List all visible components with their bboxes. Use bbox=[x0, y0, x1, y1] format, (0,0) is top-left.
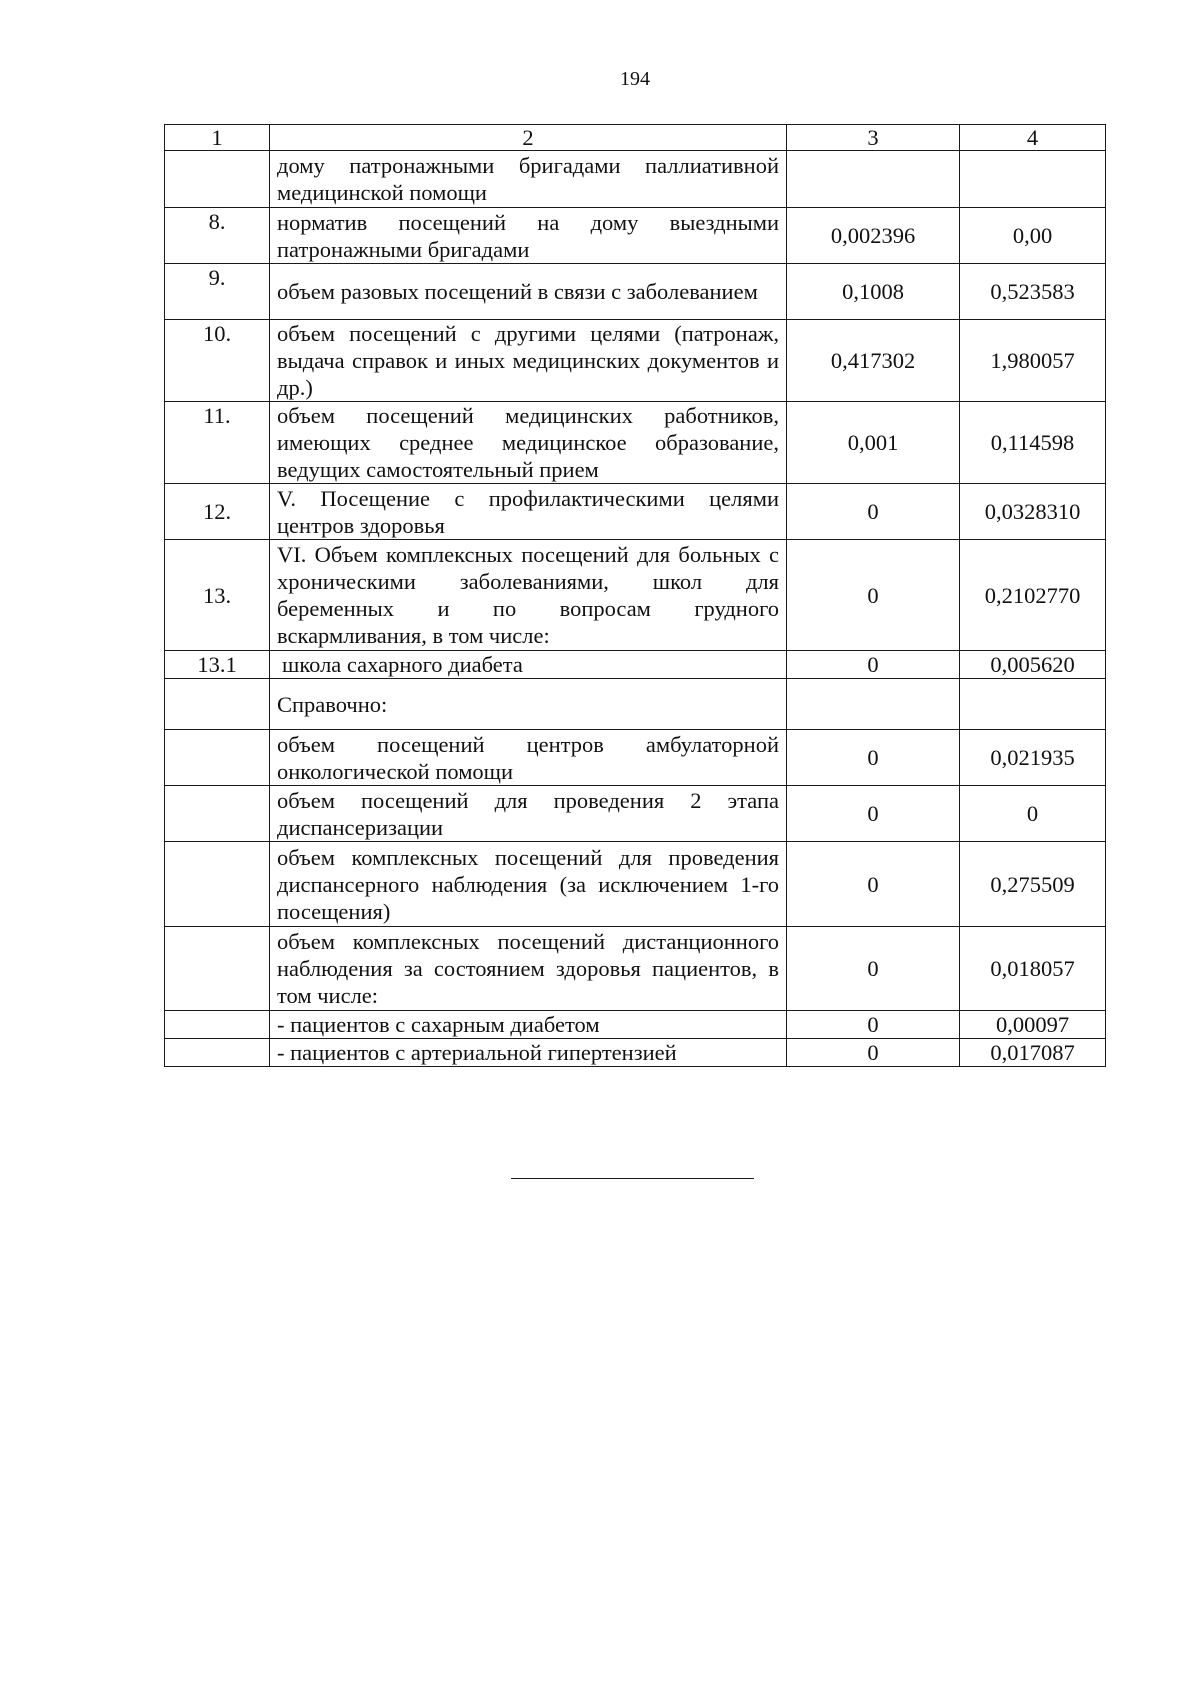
row-description: Справочно: bbox=[270, 679, 787, 730]
row-description: объем комплексных посещений дистанционного наблюдения за состоянием здоровья пациентов, в том числе: bbox=[270, 927, 787, 1011]
table-row bbox=[165, 679, 1106, 730]
row-value-col4 bbox=[960, 151, 1106, 208]
row-number: 12. bbox=[165, 484, 270, 540]
row-value-col3: 0,1008 bbox=[787, 264, 960, 320]
row-value-col3: 0 bbox=[787, 651, 960, 679]
row-number: 8. bbox=[165, 208, 270, 264]
table-row bbox=[165, 927, 1106, 1011]
row-value-col3: 0 bbox=[787, 1039, 960, 1067]
table-row bbox=[165, 484, 1106, 540]
row-value-col4: 0,005620 bbox=[960, 651, 1106, 679]
row-number: 9. bbox=[165, 264, 270, 320]
row-value-col4: 0,021935 bbox=[960, 730, 1106, 786]
row-value-col3: 0 bbox=[787, 786, 960, 842]
row-value-col3 bbox=[787, 679, 960, 730]
row-number: 10. bbox=[165, 320, 270, 402]
table-row bbox=[165, 842, 1106, 927]
row-description: дому патронажными бригадами паллиативной медицинской помощи bbox=[270, 151, 787, 208]
row-value-col3: 0 bbox=[787, 540, 960, 651]
table-row bbox=[165, 540, 1106, 651]
row-description: объем посещений центров амбулаторной онкологической помощи bbox=[270, 730, 787, 786]
row-description: объем комплексных посещений для проведения диспансерного наблюдения (за исключением 1-го посещения) bbox=[270, 842, 787, 927]
row-description: школа сахарного диабета bbox=[270, 651, 787, 679]
row-description: объем разовых посещений в связи с заболеванием bbox=[270, 264, 787, 320]
header-cell-3: 3 bbox=[787, 125, 960, 151]
table-row bbox=[165, 1039, 1106, 1067]
row-description: V. Посещение с профилактическими целями центров здоровья bbox=[270, 484, 787, 540]
table-row bbox=[165, 402, 1106, 484]
row-value-col4: 0,0328310 bbox=[960, 484, 1106, 540]
row-number: 13. bbox=[165, 540, 270, 651]
row-value-col4: 0 bbox=[960, 786, 1106, 842]
row-value-col4: 0,275509 bbox=[960, 842, 1106, 927]
table-row bbox=[165, 208, 1106, 264]
table-row bbox=[165, 151, 1106, 208]
row-description: объем посещений с другими целями (патронаж, выдача справок и иных медицинских документов и др.) bbox=[270, 320, 787, 402]
row-number bbox=[165, 679, 270, 730]
row-number: 11. bbox=[165, 402, 270, 484]
data-table bbox=[164, 124, 1106, 1067]
row-number bbox=[165, 151, 270, 208]
row-value-col4: 0,00097 bbox=[960, 1011, 1106, 1039]
table-row bbox=[165, 1011, 1106, 1039]
row-description: объем посещений для проведения 2 этапа диспансеризации bbox=[270, 786, 787, 842]
row-description: норматив посещений на дому выездными патронажными бригадами bbox=[270, 208, 787, 264]
table-header-row bbox=[165, 125, 1106, 151]
table-row bbox=[165, 786, 1106, 842]
row-description: VI. Объем комплексных посещений для больных с хроническими заболеваниями, школ для беременных и по вопросам грудного вскармливания, в том числе: bbox=[270, 540, 787, 651]
header-cell-2: 2 bbox=[270, 125, 787, 151]
header-cell-4: 4 bbox=[960, 125, 1106, 151]
row-description: - пациентов с артериальной гипертензией bbox=[270, 1039, 787, 1067]
row-number bbox=[165, 786, 270, 842]
row-value-col3: 0 bbox=[787, 730, 960, 786]
row-value-col3: 0 bbox=[787, 1011, 960, 1039]
row-value-col4: 0,114598 bbox=[960, 402, 1106, 484]
row-number bbox=[165, 927, 270, 1011]
row-value-col4 bbox=[960, 679, 1106, 730]
row-value-col3: 0 bbox=[787, 842, 960, 927]
row-value-col4: 0,523583 bbox=[960, 264, 1106, 320]
row-value-col4: 0,017087 bbox=[960, 1039, 1106, 1067]
row-description: - пациентов с сахарным диабетом bbox=[270, 1011, 787, 1039]
row-value-col3: 0 bbox=[787, 927, 960, 1011]
table-row bbox=[165, 730, 1106, 786]
row-number bbox=[165, 1039, 270, 1067]
page-number: 194 bbox=[620, 68, 650, 90]
row-value-col4: 0,00 bbox=[960, 208, 1106, 264]
row-number bbox=[165, 1011, 270, 1039]
row-value-col4: 0,018057 bbox=[960, 927, 1106, 1011]
end-divider bbox=[511, 1178, 754, 1179]
row-value-col3: 0,002396 bbox=[787, 208, 960, 264]
row-value-col4: 0,2102770 bbox=[960, 540, 1106, 651]
row-number bbox=[165, 730, 270, 786]
row-number: 13.1 bbox=[165, 651, 270, 679]
header-cell-1: 1 bbox=[165, 125, 270, 151]
row-value-col3 bbox=[787, 151, 960, 208]
row-number bbox=[165, 842, 270, 927]
row-value-col3: 0 bbox=[787, 484, 960, 540]
row-value-col3: 0,001 bbox=[787, 402, 960, 484]
table-row bbox=[165, 320, 1106, 402]
row-description: объем посещений медицинских работников, имеющих среднее медицинское образование, ведущих самостоятельный прием bbox=[270, 402, 787, 484]
table-row bbox=[165, 264, 1106, 320]
row-value-col4: 1,980057 bbox=[960, 320, 1106, 402]
row-value-col3: 0,417302 bbox=[787, 320, 960, 402]
table-row bbox=[165, 651, 1106, 679]
